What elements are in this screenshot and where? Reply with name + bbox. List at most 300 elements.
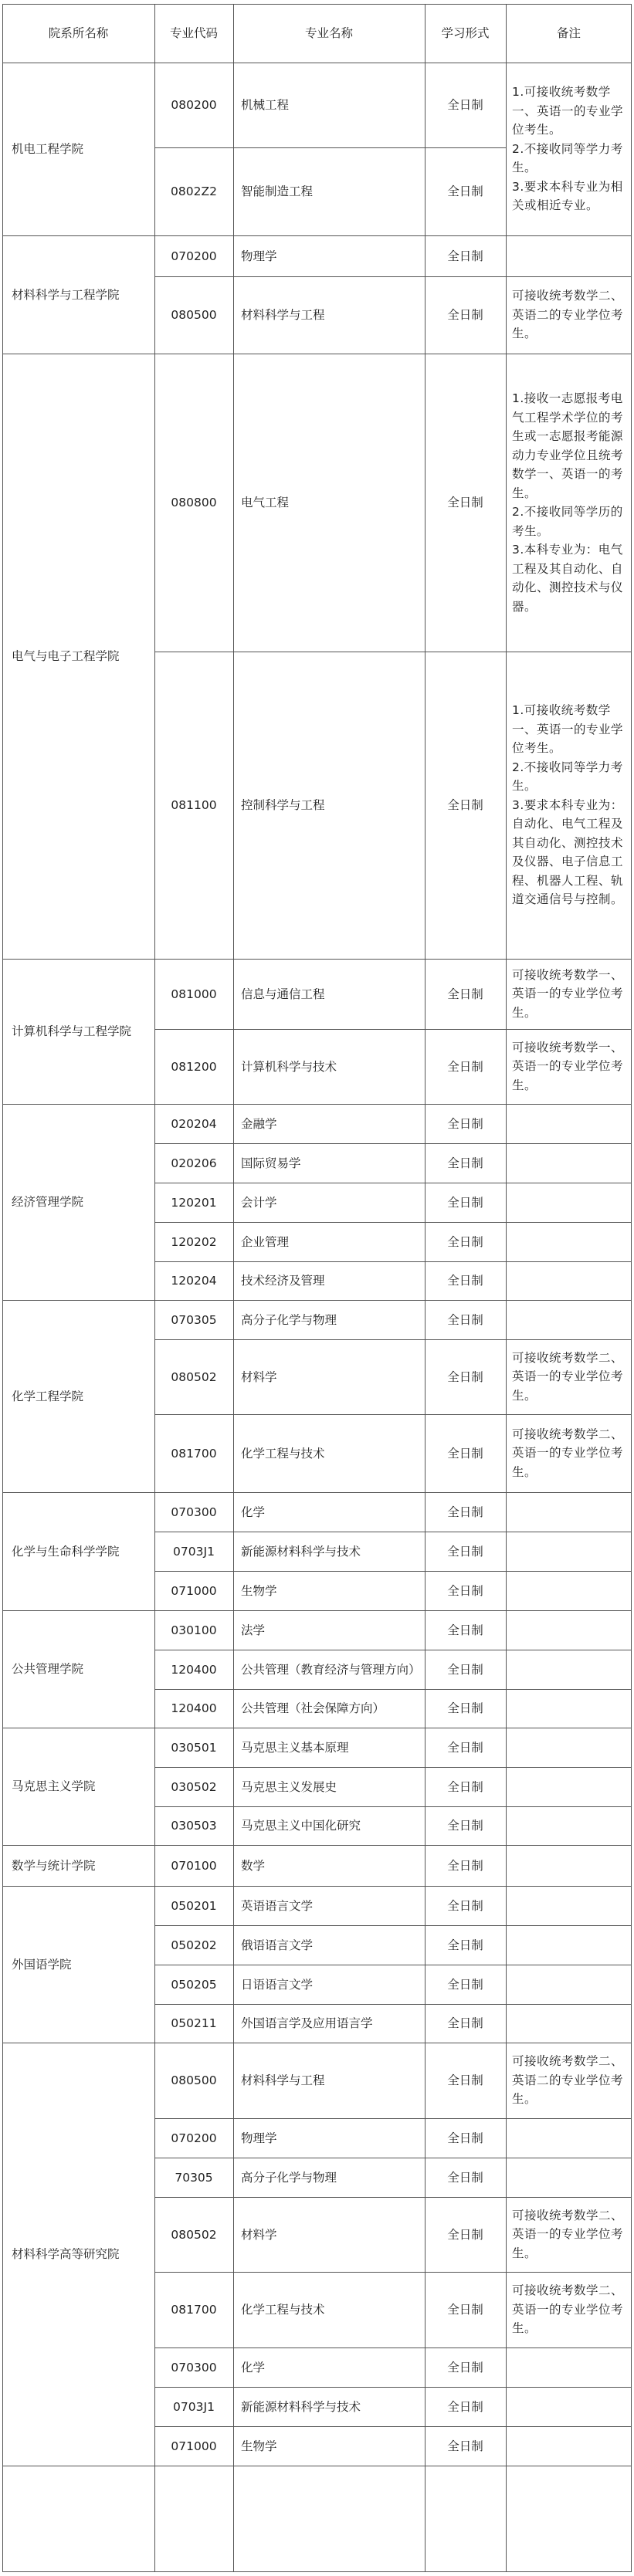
remarks-text: 可接收统考数学二、英语一的专业学位考生。 [512,2208,624,2260]
remarks [506,959,632,1029]
major-name [233,1339,425,1414]
major-name [233,1767,425,1806]
study-mode [425,1886,506,1925]
major-name [233,354,425,652]
major-code [154,652,233,959]
study-mode-text: 全日制 [447,1116,483,1131]
study-mode [425,1261,506,1300]
study-mode [425,1845,506,1886]
department-name-text: 数学与统计学院 [12,1858,96,1873]
major-name [233,2348,425,2387]
remarks [506,1339,632,1414]
major-code [154,1261,233,1300]
study-mode-text: 全日制 [447,249,483,263]
study-mode-text: 全日制 [447,1938,483,1952]
major-name [233,959,425,1029]
department-name [2,959,154,1104]
department-name-text: 经济管理学院 [12,1195,84,1209]
major-name-text: 马克思主义基本原理 [241,1740,349,1755]
major-code-text: 050205 [171,1977,217,1992]
major-name-text: 化学 [241,1505,266,1519]
remarks-text: 可接收统考数学二、英语二的专业学位考生。 [512,289,624,341]
study-mode [425,1222,506,1261]
major-name [233,2043,425,2118]
study-mode-text: 全日制 [447,1234,483,1249]
header-mode-text: 学习形式 [441,26,490,40]
header-dept [2,4,154,63]
remarks [506,1222,632,1261]
remarks [506,276,632,354]
major-code [154,1925,233,1965]
major-name [233,1610,425,1650]
major-code [154,2118,233,2158]
header-dept-text: 院系所名称 [48,26,109,40]
major-name [233,2118,425,2158]
major-code-text: 080500 [171,308,217,322]
study-mode [425,959,506,1029]
major-name [233,2004,425,2043]
major-name [233,652,425,959]
major-name [233,2426,425,2466]
study-mode [425,1143,506,1183]
remarks [506,354,632,652]
study-mode-text: 全日制 [447,1274,483,1288]
major-name [233,1029,425,1104]
study-mode-text: 全日制 [447,1195,483,1210]
major-name-text: 英语语言文学 [241,1898,314,1913]
remarks-text: 1.接收一志愿报考电气工程学术学位的考生或一志愿报考能源动力专业学位且统考数学一、英语一的考生。 2.不接收同等学历的考生。 3.本科专业为：电气工程及其自动化、自动化、测控技术与仪器。 [512,391,624,614]
major-name [233,1104,425,1143]
major-name [233,1492,425,1532]
remarks [506,1767,632,1806]
major-code [154,1029,233,1104]
remarks [506,2158,632,2197]
remarks [506,2118,632,2158]
department-name-text: 公共管理学院 [12,1662,84,1676]
study-mode-text: 全日制 [447,2073,483,2087]
major-name-text: 法学 [241,1623,266,1637]
remarks-text: 可接收统考数学二、英语二的专业学位考生。 [512,2054,624,2107]
major-code-text: 70305 [175,2170,213,2185]
study-mode [425,235,506,276]
major-name-text: 电气工程 [241,496,290,509]
header-note [506,4,632,63]
remarks [506,63,632,235]
study-mode [425,2426,506,2466]
remarks [506,1532,632,1571]
major-code-text: 120202 [171,1234,217,1249]
major-name [233,1300,425,1339]
major-code-text: 120400 [171,1701,217,1715]
study-mode-text: 全日制 [447,2360,483,2375]
study-mode-text: 全日制 [447,1583,483,1598]
study-mode [425,2197,506,2272]
major-name-text: 日语语言文学 [241,1977,314,1992]
study-mode [425,1532,506,1571]
department-name [2,1845,154,1886]
major-code [154,1414,233,1492]
major-code-text: 030100 [171,1623,217,1637]
study-mode-text: 全日制 [447,184,483,198]
major-code [154,2387,233,2426]
major-name-text: 数学 [241,1858,266,1873]
remarks [506,2197,632,2272]
department-name-text: 机电工程学院 [12,142,84,156]
major-code [154,2158,233,2197]
major-code [154,1571,233,1610]
remarks-text: 1.可接收统考数学一、英语一的专业学位考生。 2.不接收同等学力考生。 3.要求本科专业为：自动化、电气工程及其自动化、测控技术及仪器、电子信息工程、机器人工程、轨道交通信号与控制。 [512,703,624,907]
department-name [2,63,154,235]
major-code [154,1104,233,1143]
study-mode-text: 全日制 [447,1544,483,1559]
study-mode [425,1689,506,1728]
major-name [233,1571,425,1610]
study-mode [425,2043,506,2118]
study-mode [425,1104,506,1143]
study-mode [425,2348,506,2387]
major-name-text: 俄语语言文学 [241,1938,314,1952]
major-code [154,2197,233,2272]
major-code-text: 030503 [171,1819,217,1833]
major-name-text: 高分子化学与物理 [241,2170,337,2185]
major-code [154,2004,233,2043]
major-name [233,1532,425,1571]
major-code [154,2426,233,2466]
major-code-text: 020204 [171,1116,217,1131]
major-code-text: 070200 [171,249,217,263]
major-code [154,1845,233,1886]
major-code [154,1183,233,1222]
study-mode [425,1571,506,1610]
major-code-text: 070300 [171,2360,217,2375]
major-code-text: 0802Z2 [171,184,217,198]
major-name [233,235,425,276]
study-mode [425,276,506,354]
major-code [154,147,233,235]
major-name-text: 技术经济及管理 [241,1274,325,1288]
remarks [506,2387,632,2426]
study-mode [425,1183,506,1222]
study-mode-text: 全日制 [447,1059,483,1074]
major-name-text: 企业管理 [241,1234,290,1249]
major-name-text: 新能源材料科学与技术 [241,1544,361,1559]
study-mode [425,2272,506,2348]
header-mode [425,4,506,63]
major-code-text: 120400 [171,1662,217,1677]
major-code [154,959,233,1029]
major-code-text: 080200 [171,98,217,112]
major-name [233,1414,425,1492]
major-code [154,235,233,276]
department-name [2,1610,154,1728]
remarks [506,2043,632,2118]
major-name-text: 金融学 [241,1116,277,1131]
remarks [506,652,632,959]
study-mode-text: 全日制 [447,2227,483,2242]
major-code-text: 080500 [171,2073,217,2087]
remarks [506,1965,632,2004]
major-name-text: 材料学 [241,1369,277,1384]
remarks [506,1886,632,1925]
major-name [233,1845,425,1886]
major-code-text: 071000 [171,1583,217,1598]
study-mode [425,1300,506,1339]
major-code-text: 070305 [171,1312,217,1327]
major-name [233,1183,425,1222]
study-mode [425,1806,506,1845]
study-mode-text: 全日制 [447,1898,483,1913]
study-mode [425,1339,506,1414]
study-mode [425,147,506,235]
major-code-text: 120201 [171,1195,217,1210]
major-code-text: 050201 [171,1898,217,1913]
major-name [233,1806,425,1845]
study-mode [425,354,506,652]
major-code [154,1532,233,1571]
remarks [506,1183,632,1222]
department-name [2,354,154,959]
study-mode [425,2004,506,2043]
major-name-text: 会计学 [241,1195,277,1210]
study-mode-text: 全日制 [447,2131,483,2145]
department-name-text: 马克思主义学院 [12,1779,96,1793]
major-name-text: 生物学 [241,2439,277,2453]
department-name [2,2043,154,2466]
study-mode-text: 全日制 [447,98,483,112]
major-name-text: 高分子化学与物理 [241,1312,337,1327]
study-mode-text: 全日制 [447,308,483,322]
remarks [506,1104,632,1143]
major-code [154,1728,233,1767]
major-code-text: 0703J1 [173,1544,215,1559]
major-name [233,2272,425,2348]
major-code [154,1650,233,1689]
major-name-text: 外国语言学及应用语言学 [241,2016,373,2030]
department-name [2,1728,154,1845]
major-name [233,276,425,354]
major-name [233,1689,425,1728]
study-mode-text: 全日制 [447,1779,483,1794]
study-mode [425,1728,506,1767]
remarks [506,1029,632,1104]
study-mode-text: 全日制 [447,1369,483,1384]
header-code-text: 专业代码 [169,26,218,40]
study-mode [425,1925,506,1965]
major-name-text: 公共管理（社会保障方向） [241,1701,385,1715]
major-code-text: 020206 [171,1156,217,1170]
remarks-text: 可接收统考数学二、英语一的专业学位考生。 [512,1350,624,1403]
major-name [233,63,425,147]
department-name-text: 外国语学院 [12,1957,72,1972]
major-name [233,147,425,235]
department-name-text: 材料科学与工程学院 [12,287,120,302]
study-mode-text: 全日制 [447,2016,483,2030]
major-name-text: 马克思主义中国化研究 [241,1819,361,1833]
remarks [506,2272,632,2348]
study-mode [425,1414,506,1492]
department-name-text: 计算机科学与工程学院 [12,1024,132,1038]
remarks [506,2004,632,2043]
remarks [506,1650,632,1689]
major-code [154,1806,233,1845]
department-name-text: 化学与生命科学学院 [12,1544,120,1559]
header-name-text: 专业名称 [304,26,353,40]
major-code [154,1222,233,1261]
department-name [2,1886,154,2043]
major-name [233,1261,425,1300]
study-mode-text: 全日制 [447,496,483,509]
major-name-text: 材料科学与工程 [241,2073,325,2087]
major-code [154,63,233,147]
study-mode-text: 全日制 [447,1312,483,1327]
major-code [154,1339,233,1414]
major-code [154,1767,233,1806]
major-name-text: 智能制造工程 [241,184,314,198]
major-name-text: 机械工程 [241,98,290,112]
study-mode [425,1492,506,1532]
study-mode-text: 全日制 [447,1819,483,1833]
remarks [506,1261,632,1300]
study-mode-text: 全日制 [447,1505,483,1519]
major-code [154,1300,233,1339]
major-name-text: 物理学 [241,249,277,263]
remarks-text: 可接收统考数学一、英语一的专业学位考生。 [512,967,624,1020]
study-mode [425,63,506,147]
major-code-text: 030502 [171,1779,217,1794]
remarks [506,1806,632,1845]
study-mode-text: 全日制 [447,2303,483,2317]
remarks [506,1925,632,1965]
major-name [233,1886,425,1925]
major-code-text: 080502 [171,1369,217,1384]
remarks [506,1300,632,1339]
major-code-text: 080502 [171,2227,217,2242]
major-name [233,1728,425,1767]
major-code [154,1143,233,1183]
study-mode-text: 全日制 [447,1858,483,1873]
major-code-text: 081100 [171,798,217,812]
study-mode [425,1650,506,1689]
remarks-text: 可接收统考数学二、英语一的专业学位考生。 [512,2283,624,2336]
major-name-text: 材料学 [241,2227,277,2242]
study-mode-text: 全日制 [447,2170,483,2185]
study-mode [425,2158,506,2197]
major-name-text: 化学工程与技术 [241,2303,325,2317]
study-mode-text: 全日制 [447,1662,483,1677]
major-code-text: 030501 [171,1740,217,1755]
major-name-text: 国际贸易学 [241,1156,301,1170]
study-mode-text: 全日制 [447,1977,483,1992]
study-mode-text: 全日制 [447,2439,483,2453]
major-name [233,1650,425,1689]
major-name-text: 公共管理（教育经济与管理方向） [241,1662,421,1677]
major-code-text: 081000 [171,987,217,1001]
remarks [506,1414,632,1492]
study-mode-text: 全日制 [447,1701,483,1715]
major-name-text: 马克思主义发展史 [241,1779,337,1794]
major-code-text: 080800 [171,496,217,509]
major-name [233,1143,425,1183]
remarks-text: 可接收统考数学一、英语一的专业学位考生。 [512,1040,624,1092]
remarks [506,1143,632,1183]
major-code-text: 050202 [171,1938,217,1952]
study-mode [425,1610,506,1650]
study-mode-text: 全日制 [447,987,483,1001]
study-mode-text: 全日制 [447,1446,483,1461]
study-mode [425,2118,506,2158]
major-code [154,1886,233,1925]
major-code-text: 120204 [171,1274,217,1288]
department-name-text: 电气与电子工程学院 [12,649,120,663]
major-code-text: 070100 [171,1858,217,1873]
department-name [2,1492,154,1610]
remarks-text: 1.可接收统考数学一、英语一的专业学位考生。 2.不接收同等学力考生。 3.要求本科专业为相关或相近专业。 [512,85,624,213]
major-code [154,354,233,652]
department-name [2,235,154,354]
major-name [233,2158,425,2197]
major-code [154,1965,233,2004]
department-name-text: 材料科学高等研究院 [12,2247,120,2261]
major-code [154,2043,233,2118]
study-mode [425,1029,506,1104]
study-mode [425,2387,506,2426]
remarks [506,235,632,276]
major-name-text: 信息与通信工程 [241,987,325,1001]
remarks [506,1689,632,1728]
header-name [233,4,425,63]
major-code [154,2348,233,2387]
department-name [2,1300,154,1492]
major-code [154,1610,233,1650]
major-code [154,1492,233,1532]
major-code-text: 050211 [171,2016,217,2030]
major-code-text: 0703J1 [173,2399,215,2414]
study-mode-text: 全日制 [447,1623,483,1637]
major-name-text: 控制科学与工程 [241,798,325,812]
remarks-text: 可接收统考数学二、英语一的专业学位考生。 [512,1427,624,1479]
remarks [506,2426,632,2466]
major-name-text: 新能源材料科学与技术 [241,2399,361,2414]
remarks [506,1610,632,1650]
major-code [154,1689,233,1728]
study-mode-text: 全日制 [447,1156,483,1170]
header-code [154,4,233,63]
major-name [233,1925,425,1965]
major-name-text: 生物学 [241,1583,277,1598]
department-name [2,1104,154,1300]
remarks [506,2348,632,2387]
major-code [154,276,233,354]
major-code-text: 070200 [171,2131,217,2145]
remarks [506,1845,632,1886]
remarks [506,1492,632,1532]
major-name-text: 化学工程与技术 [241,1446,325,1461]
header-note-text: 备注 [556,26,581,40]
remarks [506,1728,632,1767]
department-name-text: 化学工程学院 [12,1389,84,1403]
major-code [154,2272,233,2348]
major-name-text: 计算机科学与技术 [241,1059,337,1074]
study-mode-text: 全日制 [447,798,483,812]
major-code-text: 081700 [171,2303,217,2317]
major-name-text: 化学 [241,2360,266,2375]
study-mode [425,652,506,959]
major-code-text: 081700 [171,1446,217,1461]
major-name [233,2387,425,2426]
major-code-text: 071000 [171,2439,217,2453]
admissions-table [2,4,632,2572]
major-code-text: 070300 [171,1505,217,1519]
